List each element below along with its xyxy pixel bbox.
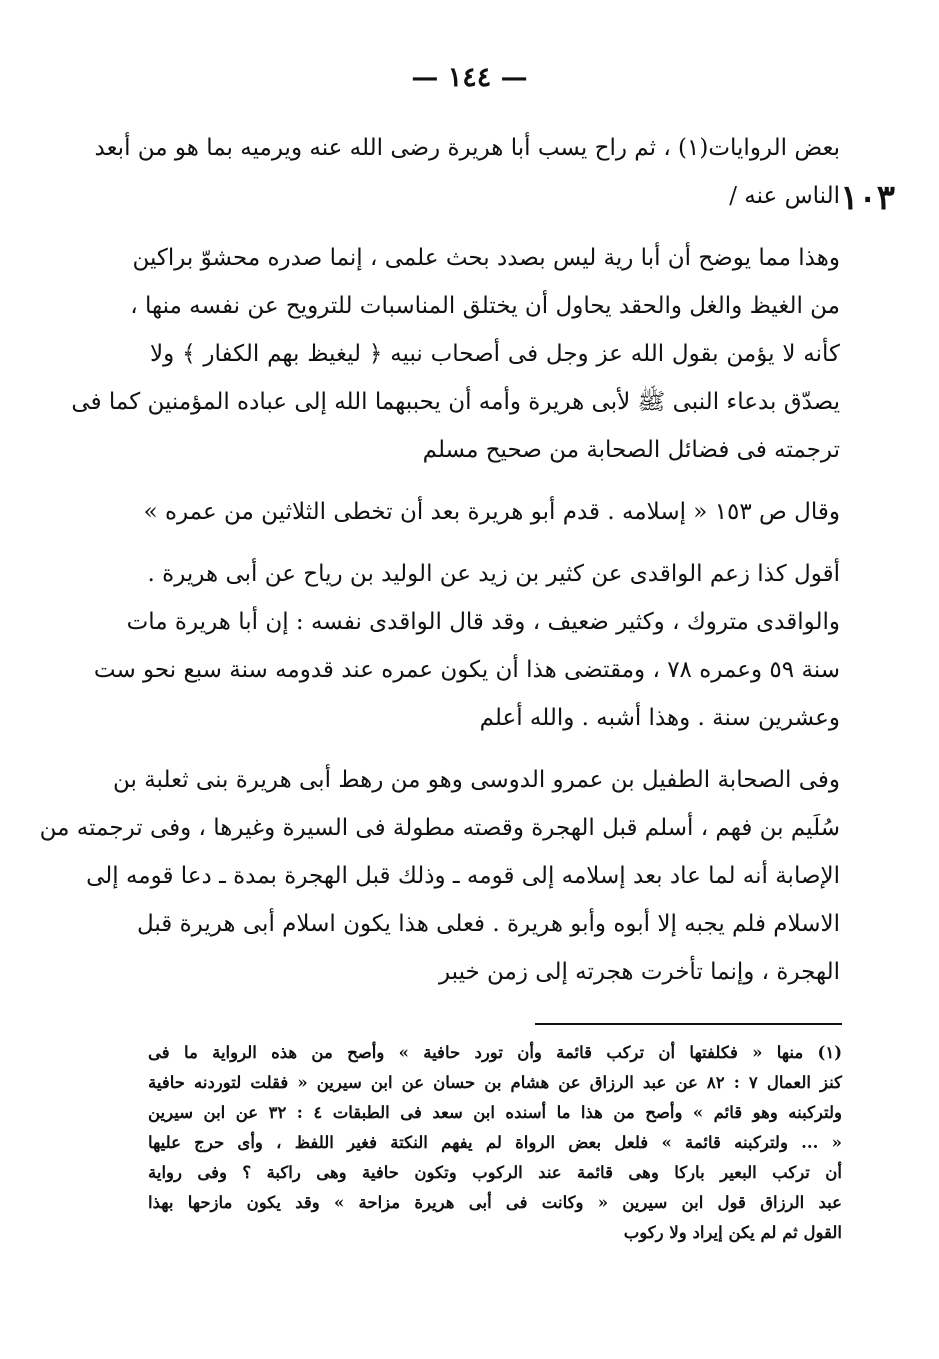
paragraph-4 (93, 550, 840, 742)
footnotes (148, 1038, 842, 1248)
paragraph-1 (94, 124, 840, 220)
text-line: يصدّق بدعاء النبى ﷺ لأبى هريرة وأمه أن يحببهما الله إلى عباده المؤمنين كما فى (71, 389, 840, 415)
footnote-line: (١) منها « فكلفتها أن تركب قائمة وأن تورد حافية » وأصح من هذه الرواية ما فى (148, 1043, 842, 1062)
paragraph-2 (71, 234, 840, 474)
text-line: الاسلام فلم يجبه إلا أبوه وأبو هريرة . فعلى هذا يكون اسلام أبى هريرة قبل (136, 911, 840, 937)
footnote-line: عبد الرزاق قول ابن سيرين « وكانت فى أبى هريرة مزاحة » وقد يكون مازحها بهذا (148, 1193, 842, 1212)
footnote-line: القول ثم لم يكن إيراد ولا ركوب (623, 1223, 842, 1242)
footnote-line: أن تركب البعير باركا وهى قائمة عند الركوب وتكون حافية وهى راكبة ؟ وفى رواية (148, 1163, 842, 1182)
text-line: الناس عنه / (729, 183, 840, 209)
text-line: وعشرين سنة . وهذا أشبه . والله أعلم (479, 705, 840, 731)
text-line: كأنه لا يؤمن بقول الله عز وجل فى أصحاب نبيه ﴿ ليغيظ بهم الكفار ﴾ ولا (150, 341, 840, 367)
footnote-line: « ... ولتركبنه قائمة » فلعل بعض الرواة لم يفهم النكتة فغير اللفظ ، وأى حرج عليها (148, 1133, 842, 1152)
footnote-line: ولتركبنه وهو قائم » وأصح من هذا ما أسنده ابن سعد فى الطبقات ٤ : ٣٢ عن ابن سيرين (148, 1103, 842, 1122)
page-number: — ١٤٤ — (411, 62, 528, 93)
text-line: ترجمته فى فضائل الصحابة من صحيح مسلم (422, 437, 840, 463)
text-line: الهجرة ، وإنما تأخرت هجرته إلى زمن خيبر (438, 959, 840, 985)
footnote-line: كنز العمال ٧ : ٨٢ عن عبد الرزاق عن هشام بن حسان عن ابن سيرين « فقلت لتوردنه حافية (148, 1073, 842, 1092)
text-line: أقول كذا زعم الواقدى عن كثير بن زيد عن الوليد بن رياح عن أبى هريرة . (147, 561, 840, 587)
text-line: والواقدى متروك ، وكثير ضعيف ، وقد قال الواقدى نفسه : إن أبا هريرة مات (126, 609, 840, 635)
paragraph-3 (143, 488, 840, 536)
text-line: وهذا مما يوضح أن أبا رية ليس بصدد بحث علمى ، إنما صدره محشوّ براكين (132, 245, 840, 271)
text-line: وفى الصحابة الطفيل بن عمرو الدوسى وهو من رهط أبى هريرة بنى ثعلبة بن (113, 767, 840, 793)
text-line: بعض الروايات(١) ، ثم راح يسب أبا هريرة رضى الله عنه ويرميه بما هو من أبعد (94, 135, 840, 161)
text-line: سُلَيم بن فهم ، أسلم قبل الهجرة وقصته مطولة فى السيرة وغيرها ، وفى ترجمته من (39, 815, 840, 841)
text-line: وقال ص ١٥٣ « إسلامه . قدم أبو هريرة بعد أن تخطى الثلاثين من عمره » (143, 499, 840, 525)
text-line: الإصابة أنه لما عاد بعد إسلامه إلى قومه ـ وذلك قبل الهجرة بمدة ـ دعا قومه إلى (86, 863, 840, 889)
main-text (39, 124, 840, 996)
footnote-divider (535, 1023, 842, 1025)
text-line: من الغيظ والغل والحقد يحاول أن يختلق المناسبات للترويح عن نفسه منها ، (130, 293, 840, 319)
paragraph-5 (39, 756, 840, 996)
text-line: سنة ٥٩ وعمره ٧٨ ، ومقتضى هذا أن يكون عمره عند قدومه سنة سبع نحو ست (93, 657, 840, 683)
margin-page-reference: ١٠٣ (840, 178, 895, 218)
